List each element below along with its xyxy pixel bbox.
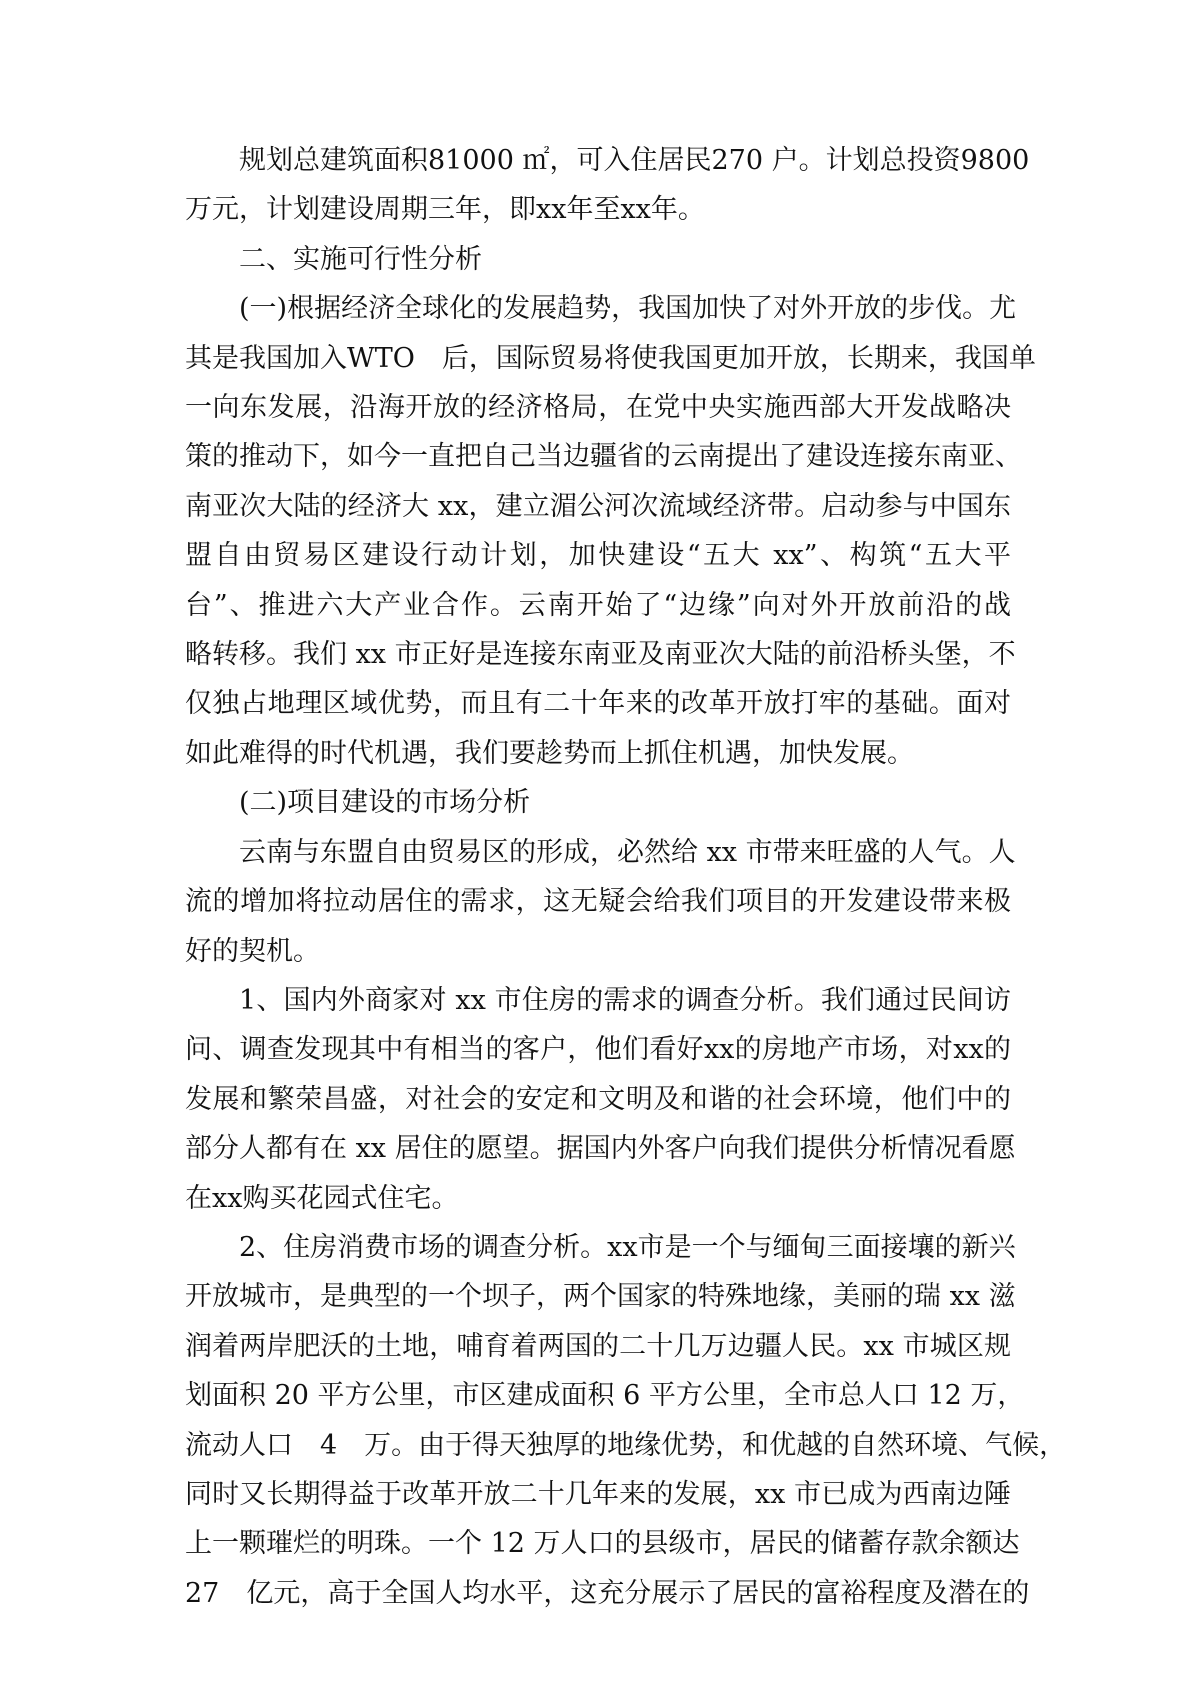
text-line: 在xx购买花园式住宅。 xyxy=(185,1182,459,1214)
text-line: 一向东发展，沿海开放的经济格局，在党中央实施西部大开发战略决 xyxy=(185,392,1011,424)
paragraph-asean-trade xyxy=(185,828,1016,976)
text-line: (二)项目建设的市场分析 xyxy=(239,787,531,819)
text-line: 流的增加将拉动居住的需求，这无疑会给我们项目的开发建设带来极 xyxy=(185,886,1011,918)
text-line: 润着两岸肥沃的土地，哺育着两国的二十几万边疆人民。xx 市城区规 xyxy=(185,1330,1011,1362)
paragraph-planning-summary xyxy=(185,136,1030,235)
text-line: 规划总建筑面积81000 ㎡，可入住居民270 户。计划总投资9800 xyxy=(239,145,1030,176)
text-line: 流动人口 4 万。由于得天独厚的地缘优势，和优越的自然环境、气候， xyxy=(185,1429,1067,1461)
text-line: 1、国内外商家对 xx 市住房的需求的调查分析。我们通过民间访 xyxy=(239,984,1011,1016)
text-line: 万元，计划建设周期三年，即xx年至xx年。 xyxy=(185,194,705,226)
text-line: 发展和繁荣昌盛，对社会的安定和文明及和谐的社会环境，他们中的 xyxy=(185,1083,1011,1115)
text-line: 其是我国加入WTO 后，国际贸易将使我国更加开放，长期来，我国单 xyxy=(185,342,1036,374)
text-line: (一)根据经济全球化的发展趋势，我国加快了对外开放的步伐。尤 xyxy=(239,293,1017,325)
text-line: 同时又长期得益于改革开放二十几年来的发展，xx 市已成为西南边陲 xyxy=(185,1478,1011,1510)
text-line: 上一颗璀烂的明珠。一个 12 万人口的县级市，居民的储蓄存款余额达 xyxy=(185,1528,1020,1560)
section-heading-feasibility xyxy=(185,235,1011,284)
section-heading-market-analysis xyxy=(185,778,1011,827)
text-line: 盟自由贸易区建设行动计划，加快建设“五大 xx”、构筑“五大平 xyxy=(185,540,1011,572)
paragraph-housing-demand xyxy=(185,976,1016,1223)
paragraph-globalization xyxy=(185,284,1036,778)
text-line: 策的推动下，如今一直把自己当边疆省的云南提出了建设连接东南亚、 xyxy=(185,441,1022,473)
text-line: 好的契机。 xyxy=(185,935,320,967)
text-line: 27 亿元，高于全国人均水平，这充分展示了居民的富裕程度及潜在的 xyxy=(185,1577,1030,1609)
text-line: 南亚次大陆的经济大 xx，建立湄公河次流域经济带。启动参与中国东 xyxy=(185,490,1011,522)
text-line: 2、住房消费市场的调查分析。xx市是一个与缅甸三面接壤的新兴 xyxy=(239,1231,1016,1263)
text-line: 问、调查发现其中有相当的客户，他们看好xx的房地产市场，对xx的 xyxy=(185,1034,1011,1066)
document-body xyxy=(185,136,1067,1618)
text-line: 二、实施可行性分析 xyxy=(239,243,482,275)
paragraph-consumption-market xyxy=(185,1223,1067,1618)
text-line: 开放城市，是典型的一个坝子，两个国家的特殊地缘，美丽的瑞 xx 滋 xyxy=(185,1281,1016,1313)
text-line: 台”、推进六大产业合作。云南开始了“边缘”向对外开放前沿的战 xyxy=(185,589,1011,621)
text-line: 划面积 20 平方公里，市区建成面积 6 平方公里，全市总人口 12 万， xyxy=(185,1380,1025,1412)
text-line: 云南与东盟自由贸易区的形成，必然给 xx 市带来旺盛的人气。人 xyxy=(239,836,1016,868)
text-line: 略转移。我们 xx 市正好是连接东南亚及南亚次大陆的前沿桥头堡，不 xyxy=(185,639,1016,671)
text-line: 部分人都有在 xx 居住的愿望。据国内外客户向我们提供分析情况看愿 xyxy=(185,1133,1016,1165)
text-line: 仅独占地理区域优势，而且有二十年来的改革开放打牢的基础。面对 xyxy=(185,688,1011,720)
text-line: 如此难得的时代机遇，我们要趁势而上抓住机遇，加快发展。 xyxy=(185,737,914,769)
